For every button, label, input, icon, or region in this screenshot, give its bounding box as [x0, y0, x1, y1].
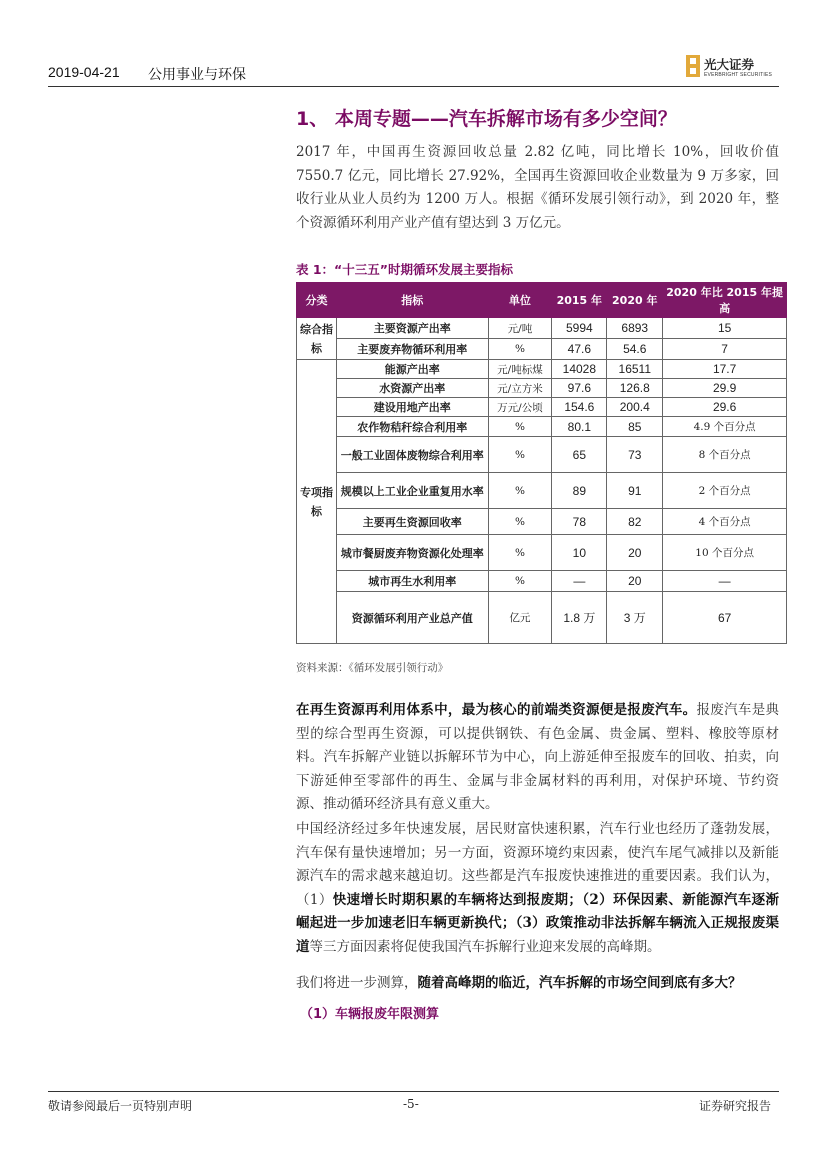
value-2015-cell: 78 [552, 509, 607, 535]
paragraph-scrap-vehicles [296, 699, 779, 817]
table-row [297, 398, 787, 417]
value-2015-cell: 154.6 [552, 398, 607, 417]
indicator-cell: 一般工业固体废物综合利用率 [336, 437, 488, 473]
logo-text-en: EVERBRIGHT SECURITIES [704, 72, 773, 78]
subheading: （1）车辆报废年限测算 [300, 1007, 440, 1022]
header-divider [48, 86, 779, 87]
indicator-cell: 农作物秸秆综合利用率 [336, 417, 488, 437]
value-2020-cell: 54.6 [607, 339, 663, 360]
value-2015-cell: — [552, 571, 607, 592]
footer-disclaimer: 敬请参阅最后一页特别声明 [48, 1099, 193, 1113]
increase-cell: 7 [663, 339, 787, 360]
table-row [297, 437, 787, 473]
value-2020-cell: 6893 [607, 318, 663, 339]
value-2015-cell: 47.6 [552, 339, 607, 360]
paragraph-bold-question: 随着高峰期的临近，汽车拆解的市场空间到底有多大？ [417, 975, 742, 991]
unit-cell: % [488, 473, 552, 509]
footer-report-type: 证券研究报告 [699, 1099, 772, 1113]
value-2020-cell: 85 [607, 417, 663, 437]
table-row [297, 339, 787, 360]
table-row [297, 379, 787, 398]
brand-logo [686, 55, 786, 81]
page-number: -5- [403, 1097, 419, 1111]
value-2020-cell: 73 [607, 437, 663, 473]
table-row [297, 417, 787, 437]
unit-cell: % [488, 339, 552, 360]
value-2015-cell: 65 [552, 437, 607, 473]
indicator-cell: 主要资源产出率 [336, 318, 488, 339]
value-2015-cell: 97.6 [552, 379, 607, 398]
value-2015-cell: 10 [552, 535, 607, 571]
value-2015-cell: 80.1 [552, 417, 607, 437]
unit-cell: 元/吨 [488, 318, 552, 339]
indicator-cell: 城市餐厨废弃物资源化处理率 [336, 535, 488, 571]
value-2015-cell: 5994 [552, 318, 607, 339]
indicator-cell: 主要废弃物循环利用率 [336, 339, 488, 360]
unit-cell: % [488, 535, 552, 571]
paragraph-text: 等三方面因素将促使我国汽车拆解行业迎来发展的高峰期。 [309, 938, 661, 955]
increase-cell: 8 个百分点 [663, 437, 787, 473]
col-header-2015: 2015 年 [552, 283, 607, 318]
increase-cell: 17.7 [663, 360, 787, 379]
indicator-cell: 水资源产出率 [336, 379, 488, 398]
table-row [297, 473, 787, 509]
value-2020-cell: 20 [607, 535, 663, 571]
increase-cell: 67 [663, 592, 787, 644]
indicator-cell: 资源循环利用产业总产值 [336, 592, 488, 644]
increase-cell: 10 个百分点 [663, 535, 787, 571]
value-2020-cell: 82 [607, 509, 663, 535]
col-header-indicator: 指标 [336, 283, 488, 318]
table-source: 资料来源：《循环发展引领行动》 [296, 662, 449, 674]
logo-mark-icon [686, 55, 700, 77]
increase-cell: 29.6 [663, 398, 787, 417]
unit-cell: 元/立方米 [488, 379, 552, 398]
paragraph-question [296, 972, 779, 996]
table-row [297, 360, 787, 379]
increase-cell: 2 个百分点 [663, 473, 787, 509]
table-row [297, 318, 787, 339]
category-cell: 综合指标 [297, 318, 337, 360]
table-row [297, 592, 787, 644]
unit-cell: % [488, 417, 552, 437]
col-header-unit: 单位 [488, 283, 552, 318]
paragraph-text: 报废汽车是典型的综合型再生资源，可以提供钢铁、有色金属、贵金属、塑料、橡胶等原材料。汽车拆解产业链以拆解环节为中心，向上游延伸至报废车的回收、拍卖，向下游延伸至零部件的再生、金属与非金属材料的再利用，对保护环境、节约资源、推动循环经济具有意义重大。 [296, 702, 780, 812]
indicator-cell: 主要再生资源回收率 [336, 509, 488, 535]
unit-cell: 万元/公顷 [488, 398, 552, 417]
table-header-row [297, 283, 787, 318]
indicators-table [296, 282, 787, 644]
value-2015-cell: 1.8 万 [552, 592, 607, 644]
table-row [297, 535, 787, 571]
section-title: 1、 本周专题——汽车拆解市场有多少空间？ [296, 108, 677, 130]
unit-cell: % [488, 509, 552, 535]
indicator-cell: 城市再生水利用率 [336, 571, 488, 592]
report-sector: 公用事业与环保 [148, 67, 246, 83]
category-cell: 专项指标 [297, 360, 337, 644]
col-header-2020: 2020 年 [607, 283, 663, 318]
unit-cell: 亿元 [488, 592, 552, 644]
increase-cell: 4 个百分点 [663, 509, 787, 535]
value-2020-cell: 91 [607, 473, 663, 509]
increase-cell: 15 [663, 318, 787, 339]
indicator-cell: 建设用地产出率 [336, 398, 488, 417]
paragraph-drivers [296, 818, 779, 959]
indicator-cell: 能源产出率 [336, 360, 488, 379]
paragraph-bold-lead: 在再生资源再利用体系中，最为核心的前端类资源便是报废汽车。 [296, 702, 697, 718]
value-2020-cell: 200.4 [607, 398, 663, 417]
increase-cell: 29.9 [663, 379, 787, 398]
value-2020-cell: 16511 [607, 360, 663, 379]
paragraph-text: 中国经济经过多年快速发展，居民财富快速积累，汽车行业也经历了蓬勃发展，汽车保有量快速增加；另一方面，资源环境约束因素，使汽车尾气减排以及新能源汽车的需求越来越迫切。这些都是汽车报废快速推进的重要因素。我们认为，（1） [296, 821, 779, 908]
value-2015-cell: 89 [552, 473, 607, 509]
indicator-cell: 规模以上工业企业重复用水率 [336, 473, 488, 509]
unit-cell: 元/吨标煤 [488, 360, 552, 379]
value-2020-cell: 126.8 [607, 379, 663, 398]
table-row [297, 509, 787, 535]
col-header-category: 分类 [297, 283, 337, 318]
report-date: 2019-04-21 [48, 64, 120, 80]
col-header-increase: 2020 年比 2015 年提高 [663, 283, 787, 318]
table-row [297, 571, 787, 592]
footer-divider [48, 1091, 779, 1092]
intro-paragraph: 2017 年，中国再生资源回收总量 2.82 亿吨，同比增长 10%，回收价值 7550.7 亿元，同比增长 27.92%，全国再生资源回收企业数量为 9 万多家，回收行业从业人员约为 1200 万人。根据《循环发展引领行动》，到 2020 年，整个资源循环利用产业产值有望达到 3 万亿元。 [296, 144, 779, 231]
unit-cell: % [488, 437, 552, 473]
increase-cell: 4.9 个百分点 [663, 417, 787, 437]
value-2020-cell: 3 万 [607, 592, 663, 644]
value-2020-cell: 20 [607, 571, 663, 592]
paragraph-bold-factors: 快速增长时期积累的车辆将达到报废期；（2）环保因素、新能源汽车逐渐崛起进一步加速老旧车辆更新换代；（3）政策推动非法拆解车辆流入正规报废渠道 [296, 891, 779, 955]
table-title: 表 1：“十三五”时期循环发展主要指标 [296, 262, 513, 277]
logo-text-cn: 光大证券 [704, 57, 755, 72]
unit-cell: % [488, 571, 552, 592]
value-2015-cell: 14028 [552, 360, 607, 379]
increase-cell: — [663, 571, 787, 592]
paragraph-text: 我们将进一步测算， [296, 975, 418, 991]
